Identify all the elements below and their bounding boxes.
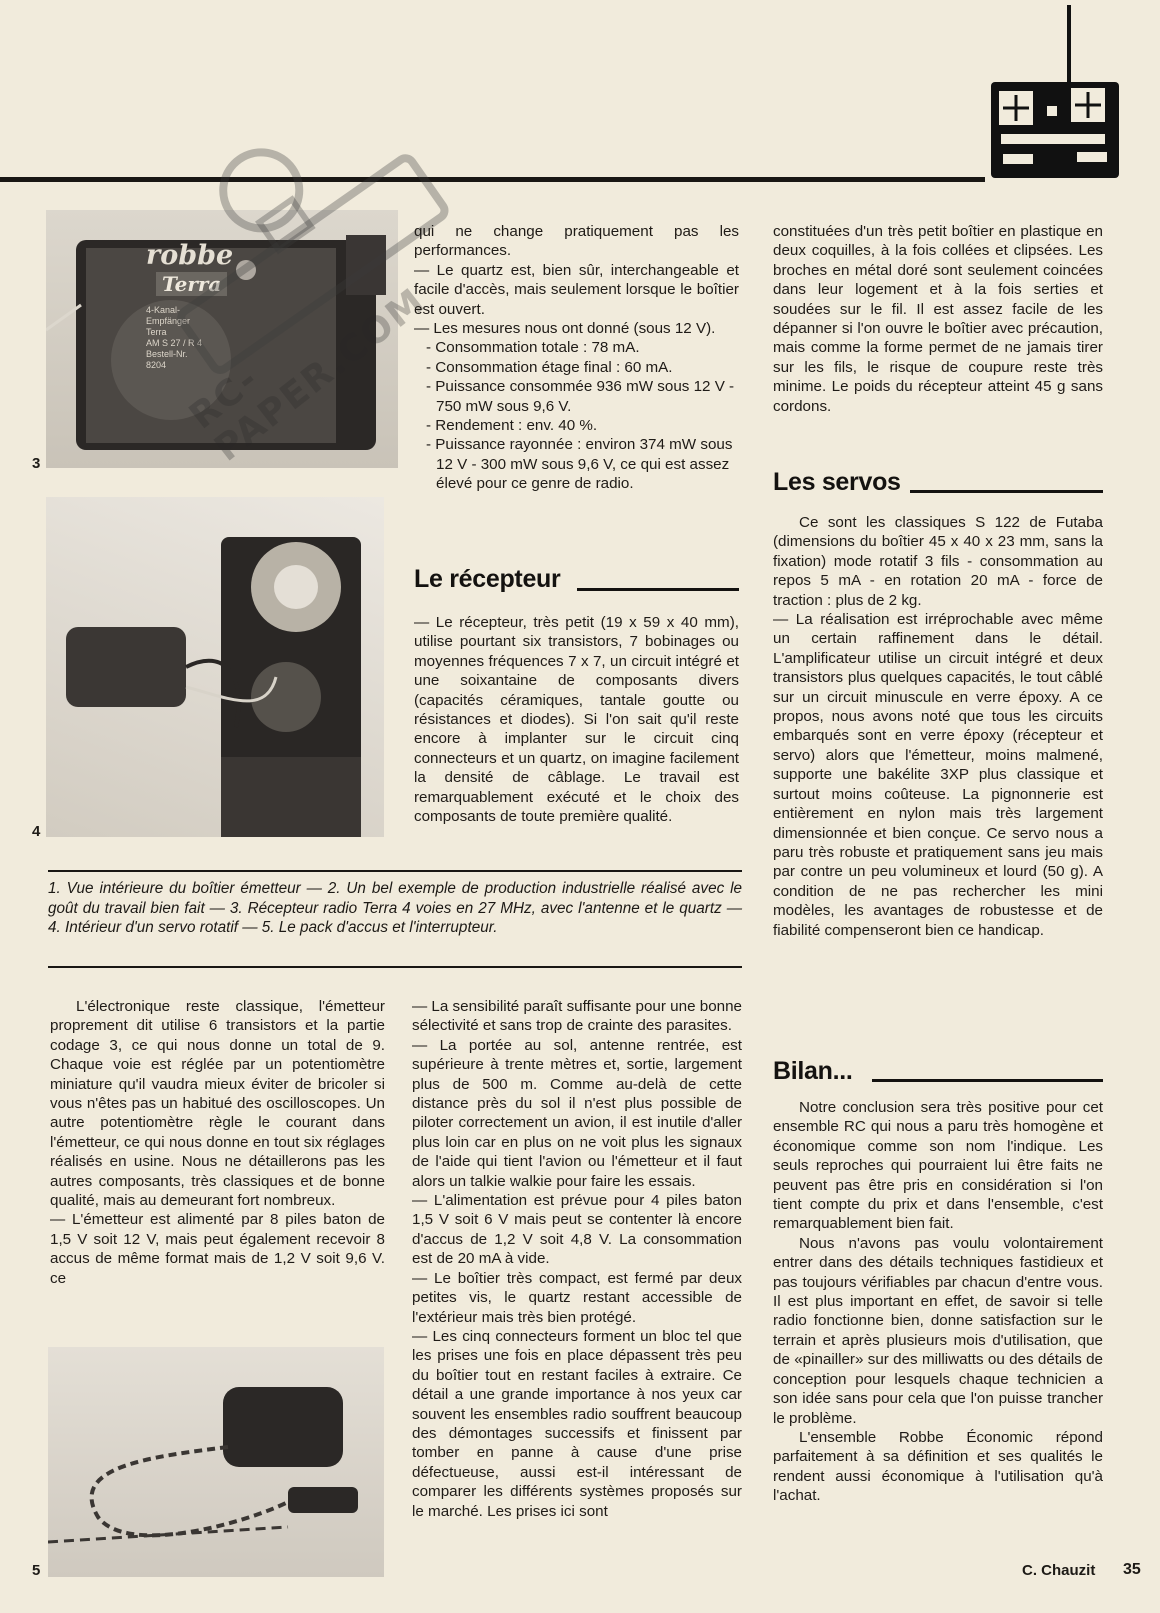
paragraph: Ce sont les classiques S 122 de Futaba (dimensions du boîtier 45 x 40 x 23 mm, sans la fixation) mode rotatif 3 fils - consommation au repos 5 mA - en rotation 20 mA - force de traction : plus de 2 kg. [773, 514, 1103, 609]
paragraph: — L'émetteur est alimenté par 8 piles baton de 1,5 V soit 12 V, mais peut également recevoir 8 accus de même format mais de 1,2 V soit 9,6 V. ce [50, 1211, 385, 1287]
figure-number-3: 3 [32, 455, 41, 472]
paragraph: constituées d'un très petit boîtier en plastique en deux coquilles, à la fois collées et clipsées. Les broches en métal doré sont seulement coincées dans leur logement et à la fois serties et soudées sur le fil. Il est assez facile de les dépanner si l'on ouvre le boîtier avec précaution, mais comme la forme permet de ne jamais tirer sur les fils, le risque de coupure reste très minime. Le poids du récepteur atteint 45 g sans cordons. [773, 223, 1103, 415]
heading-rule [577, 588, 739, 591]
figure-caption: 1. Vue intérieure du boîtier émetteur — 2. Un bel exemple de production industrielle réalisé avec le goût du travail bien fait — 3. Récepteur radio Terra 4 voies en 27 MHz, avec l'antenne et le quartz — 4. Intérieur d'un servo rotatif — 5. Le pack d'accus et l'interrupteur. [48, 880, 742, 936]
measure-item: - Puissance rayonnée : environ 374 mW sous 12 V - 300 mW sous 9,6 V, ce qui est assez élevé pour ce genre de radio. [426, 436, 733, 493]
heading-servos: Les servos [773, 468, 901, 496]
receiver-spec-line: 8204 [146, 360, 167, 370]
receiver-spec-line: Bestell-Nr. [146, 349, 188, 359]
figure-number-4: 4 [32, 823, 41, 840]
transmitter-logo [985, 0, 1135, 185]
measures-list [414, 338, 739, 493]
paragraph: — L'alimentation est prévue pour 4 piles baton 1,5 V soit 6 V mais peut se contenter là encore d'accus de 1,2 V soit 4,8 V. La consommation est de 20 mA à vide. [412, 1192, 742, 1268]
heading-rule [872, 1079, 1103, 1082]
measure-item: - Rendement : env. 40 %. [426, 417, 598, 435]
measure-item: - Puissance consommée 936 mW sous 12 V - 750 mW sous 9,6 V. [426, 378, 735, 415]
receiver-brand-label: robbe [146, 240, 234, 271]
bilan-text [773, 1098, 1103, 1506]
photo-servo [46, 497, 384, 837]
paragraph: L'ensemble Robbe Économic répond parfaitement à sa définition et ses qualités le rendent aussi économique à l'utilisation qu'à l'achat. [773, 1428, 1103, 1505]
caption-top-rule [48, 870, 742, 872]
receiver-spec-line: Empfänger [146, 316, 191, 326]
receiver-spec-line: Terra [146, 327, 167, 337]
figure-number-5: 5 [32, 1562, 41, 1579]
paragraph: qui ne change pratiquement pas les performances. [414, 223, 739, 260]
column-1-bottom-text [50, 997, 385, 1288]
heading-bilan: Bilan... [773, 1057, 853, 1085]
paragraph: — Les cinq connecteurs forment un bloc tel que les prises une fois en place dépassent très peu du boîtier tout en restant faciles à extraire. Ce détail a une grande importance à nos yeux car souvent les ensembles radio souffrent beaucoup des démontages successifs et finissent par tomber en panne à cause d'une prise défectueuse, aussi est-il intéressant de comparer les différents systèmes proposés sur le marché. Les prises ici sont [412, 1327, 742, 1520]
measure-item: - Consommation étage final : 60 mA. [426, 358, 673, 376]
page-number: 35 [1123, 1561, 1141, 1578]
receiver-spec-line: 4-Kanal- [146, 305, 181, 315]
paragraph: — Le quartz est, bien sûr, interchangeable et facile d'accès, mais seulement lorsque le boîtier est ouvert. [414, 261, 739, 318]
heading-rule [910, 490, 1103, 493]
paragraph: Nous n'avons pas voulu volontairement entrer dans des détails techniques fastidieux et pas toujours vérifiables par chacun d'entre vous. Il est plus important en effet, de savoir si telle radio fonctionne bien, donne satisfaction sur le terrain et après plusieurs mois d'utilisation, que de «pinailler» sur des milliwatts ou des détails de conception pour lesquels chaque technicien a son idée sans pour cela que l'on puisse trancher le problème. [773, 1234, 1103, 1427]
receiver-spec-line: AM S 27 / R 4 [146, 338, 203, 348]
author-signature: C. Chauzit [1022, 1562, 1096, 1579]
column-2-bottom-text [412, 997, 742, 1521]
caption-bottom-rule [48, 966, 742, 968]
paragraph: L'électronique reste classique, l'émetteur proprement dit utilise 6 transistors et la partie codage 3, ce qui nous donne un total de 9. Chaque voie est réglée par un potentiomètre miniature qu'il vaudra mieux éviter de bricoler si vous n'êtes pas un habitué des oscilloscopes. Un autre potentiomètre règle le courant dans l'émetteur, ce qui nous donne en tout six réglages réalisés en usine. Nous ne détaillerons pas les autres composants, très classiques et de bonne qualité, mais au demeurant fort nombreux. [50, 998, 385, 1210]
receiver-model-label: Terra [156, 272, 227, 296]
paragraph: Notre conclusion sera très positive pour cet ensemble RC qui nous a paru très homogène et économique comme son nom l'indique. Les seuls reproches qui pourraient lui être faits ne peuvent pas être pris en considération si l'on tient compte du prix et dans l'ensemble, c'est remarquablement bien fait. [773, 1099, 1103, 1233]
column-2-top-text [414, 222, 739, 494]
column-3-top-text [773, 222, 1103, 416]
recepteur-text [414, 613, 739, 826]
paragraph: — La portée au sol, antenne rentrée, est supérieure à trente mètres et, sortie, largement plus de 500 m. Comme au-delà de cette distance près du sol il n'est plus possible de piloter correctement un avion, il est inutile d'aller plus loin car en plus on ne voit plus les signaux de l'aide qui tient l'avion ou l'émetteur et il faut alors un talkie walkie pour faire les essais. [412, 1036, 742, 1190]
servos-text [773, 513, 1103, 940]
paragraph: — La sensibilité paraît suffisante pour une bonne sélectivité et sans trop de crainte des parasites. [412, 998, 742, 1035]
heading-recepteur: Le récepteur [414, 565, 561, 593]
photo-battery-pack [48, 1347, 384, 1577]
paragraph: — Le boîtier très compact, est fermé par deux petites vis, le quartz restant accessible de l'extérieur mais très bien protégé. [412, 1269, 742, 1326]
measure-item: - Consommation totale : 78 mA. [426, 339, 640, 357]
paragraph: — La réalisation est irréprochable avec même un certain raffinement dans le détail. L'amplificateur utilise un circuit intégré et deux transistors plus quelques capacités, le tout câblé sur un circuit minuscule en verre époxy. A ce propos, nous avons noté que tous les circuits embarqués sont en verre époxy (récepteur et servo) alors que l'émetteur, moins malmené, supporte une bakélite 3XP plus classique et surtout moins coûteuse. La pignonnerie est entièrement en nylon mais très largement dimensionnée et bien conçue. Ce servo nous a paru très robuste et pratiquement sans jeu mais par contre un peu volumineux et lourd (50 g). A condition de ne pas rechercher les mini modèles, les avantages de robustesse et de fiabilité compenseront bien ce handicap. [773, 611, 1103, 939]
watermark-text: RC-PAPER.COM [182, 280, 434, 470]
paragraph: — Le récepteur, très petit (19 x 59 x 40 mm), utilise pourtant six transistors, 7 bobinages ou moyennes fréquences 7 x 7, un circuit intégré et une soixantaine de composants divers (capacités céramiques, tantale goutte ou résistances et diodes). Si l'on sait qu'il reste encore à implanter sur le circuit cinq connecteurs et un quartz, on imagine facilement la densité de câblage. Le travail est remarquablement exécuté et le choix des composants de toute première qualité. [414, 614, 739, 826]
paragraph: — Les mesures nous ont donné (sous 12 V). [414, 320, 716, 338]
